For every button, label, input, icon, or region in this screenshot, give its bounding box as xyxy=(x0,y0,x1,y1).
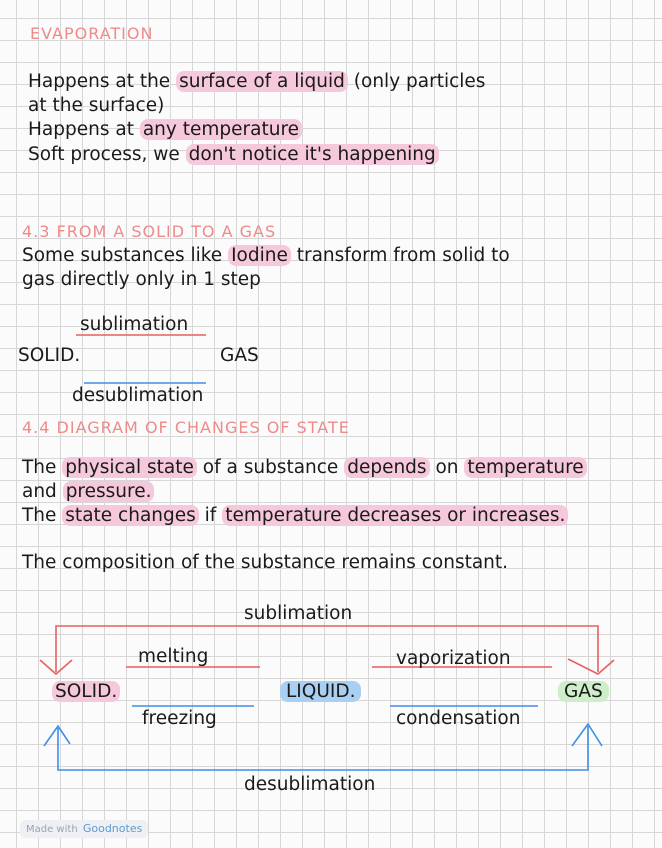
evaporation-line-4: Soft process, we don't notice it's happening xyxy=(28,143,439,167)
small-sublimation-label: sublimation xyxy=(80,314,189,335)
desublimation-label: desublimation xyxy=(244,774,376,795)
small-solid-label: SOLID. xyxy=(18,345,81,366)
small-gas-label: GAS xyxy=(220,345,259,366)
evaporation-line-1: Happens at the surface of a liquid (only particles xyxy=(28,71,486,92)
section-4-4-line-2: and pressure. xyxy=(22,480,154,504)
evaporation-line-3: Happens at any temperature xyxy=(28,118,302,142)
section-4-4-heading: 4.4 DIAGRAM OF CHANGES OF STATE xyxy=(22,418,350,437)
freezing-label: freezing xyxy=(142,708,217,729)
highlight: temperature xyxy=(464,457,586,478)
vaporization-label: vaporization xyxy=(396,648,511,669)
desublimation-arrow xyxy=(58,726,588,770)
highlight: state changes xyxy=(62,505,198,526)
solid-state: SOLID. xyxy=(52,680,120,704)
section-4-3-heading: 4.3 FROM A SOLID TO A GAS xyxy=(22,222,277,241)
section-4-4-line-1: The physical state of a substance depends on temperature xyxy=(22,456,587,480)
section-4-4-line-4: The composition of the substance remains constant. xyxy=(22,552,509,573)
highlight: temperature decreases or increases. xyxy=(222,505,568,526)
section-4-3-line-2: gas directly only in 1 step xyxy=(22,269,261,290)
evaporation-line-2: at the surface) xyxy=(28,95,165,116)
sublimation-label: sublimation xyxy=(244,603,353,624)
arrow-head-up-icon xyxy=(572,724,602,746)
goodnotes-brand: Goodnotes xyxy=(82,822,143,835)
section-4-4-line-3: The state changes if temperature decreases or increases. xyxy=(22,504,568,528)
highlight: Iodine xyxy=(228,245,291,266)
condensation-label: condensation xyxy=(396,708,521,729)
arrow-head-down-icon xyxy=(568,659,614,674)
highlight: depends xyxy=(344,457,429,478)
highlight: pressure. xyxy=(63,481,155,502)
gas-state: GAS xyxy=(558,680,609,704)
made-with-badge: Made with Goodnotes xyxy=(20,820,148,838)
section-4-3-line-1: Some substances like Iodine transform from solid to xyxy=(22,245,510,266)
small-desublimation-label: desublimation xyxy=(72,385,204,406)
highlight: any temperature xyxy=(140,119,302,140)
highlight: don't notice it's happening xyxy=(186,144,439,165)
evaporation-heading: EVAPORATION xyxy=(30,24,154,43)
melting-label: melting xyxy=(138,646,209,667)
liquid-state: LIQUID. xyxy=(280,680,361,704)
arrow-head-up-icon xyxy=(44,726,70,746)
highlight: physical state xyxy=(62,457,197,478)
highlight: surface of a liquid xyxy=(176,71,348,92)
